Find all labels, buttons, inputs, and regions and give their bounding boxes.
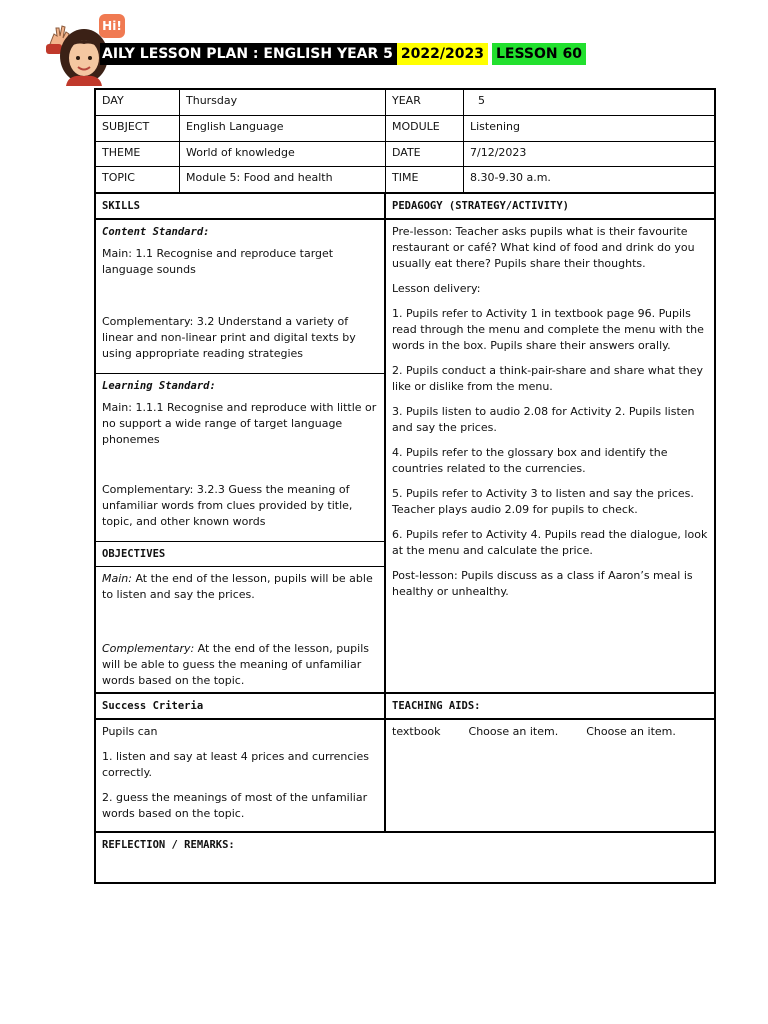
module-label: MODULE [392, 120, 440, 133]
pedagogy-step: Pre-lesson: Teacher asks pupils what is their favourite restaurant or café? What kind of food and drink do you usually eat there? Pupils share their thoughts. [392, 225, 695, 270]
objective-main [102, 571, 378, 603]
teaching-aids-heading: TEACHING AIDS: [392, 700, 481, 712]
objective-main-text: At the end of the lesson, pupils will be able to listen and say the prices. [102, 572, 373, 601]
objectives-cell [96, 568, 384, 692]
teaching-aids-cell [386, 721, 714, 745]
learning-standard-complementary: Complementary: 3.2.3 Guess the meaning of unfamiliar words from clues provided by title, topic, and other known words [102, 483, 353, 528]
hi-speech-badge: Hi! [99, 14, 125, 38]
lesson-number: LESSON 60 [492, 43, 586, 65]
learning-standard-cell [96, 375, 384, 540]
success-item: 1. listen and say at least 4 prices and currencies correctly. [102, 750, 369, 779]
time-label: TIME [392, 171, 419, 184]
objective-main-label: Main: [102, 572, 132, 585]
lesson-plan-header [100, 43, 586, 65]
objective-complementary [102, 641, 378, 689]
lesson-plan-table [94, 88, 716, 884]
theme-label: THEME [102, 146, 141, 159]
pedagogy-step: 3. Pupils listen to audio 2.08 for Activity 2. Pupils listen and say the prices. [392, 405, 695, 434]
pedagogy-step: 4. Pupils refer to the glossary box and identify the countries related to the currencies. [392, 446, 668, 475]
year-value: 5 [478, 94, 485, 107]
pedagogy-step: 1. Pupils refer to Activity 1 in textbook page 96. Pupils read through the menu and complete the menu with the words in the box. Pupils share their answers orally. [392, 307, 704, 352]
time-value: 8.30-9.30 a.m. [470, 171, 551, 184]
day-value: Thursday [186, 94, 238, 107]
pedagogy-step: Lesson delivery: [392, 282, 481, 295]
document-title: AILY LESSON PLAN : ENGLISH YEAR 5 [100, 43, 397, 65]
year-label: YEAR [392, 94, 421, 107]
pedagogy-cell [386, 221, 714, 691]
success-criteria-cell [96, 721, 384, 831]
learning-standard-main: Main: 1.1.1 Recognise and reproduce with little or no support a wide range of target language phonemes [102, 401, 377, 446]
success-criteria-heading: Success Criteria [102, 700, 204, 712]
topic-value: Module 5: Food and health [186, 171, 333, 184]
objectives-heading: OBJECTIVES [102, 548, 166, 560]
skills-heading: SKILLS [102, 200, 140, 212]
teaching-aid-choose-item-1[interactable]: Choose an item. [468, 725, 559, 738]
pedagogy-step: Post-lesson: Pupils discuss as a class if Aaron’s meal is healthy or unhealthy. [392, 569, 693, 598]
module-value: Listening [470, 120, 520, 133]
objective-comp-text: At the end of the lesson, pupils will be able to guess the meaning of unfamiliar words based on the topic. [102, 642, 370, 687]
date-label: DATE [392, 146, 421, 159]
pedagogy-step: 6. Pupils refer to Activity 4. Pupils read the dialogue, look at the menu and calculate the price. [392, 528, 708, 557]
success-intro: Pupils can [102, 725, 158, 738]
subject-label: SUBJECT [102, 120, 150, 133]
academic-year: 2022/2023 [397, 43, 488, 65]
objective-comp-label: Complementary: [102, 642, 195, 655]
teaching-aid-textbook: textbook [392, 725, 441, 738]
topic-label: TOPIC [102, 171, 135, 184]
content-standard-cell [96, 221, 384, 371]
pedagogy-heading: PEDAGOGY (STRATEGY/ACTIVITY) [392, 200, 570, 212]
reflection-heading: REFLECTION / REMARKS: [102, 839, 235, 851]
pedagogy-step: 5. Pupils refer to Activity 3 to listen and say the prices. Teacher plays audio 2.09 for pupils to check. [392, 487, 694, 516]
content-standard-complementary: Complementary: 3.2 Understand a variety of linear and non-linear print and digital texts by using appropriate reading strategies [102, 315, 356, 360]
success-item: 2. guess the meanings of most of the unfamiliar words based on the topic. [102, 791, 368, 820]
day-label: DAY [102, 94, 124, 107]
teaching-aid-choose-item-2[interactable]: Choose an item. [586, 725, 676, 738]
content-standard-label: Content Standard: [102, 226, 210, 238]
subject-value: English Language [186, 120, 284, 133]
theme-value: World of knowledge [186, 146, 295, 159]
pedagogy-step: 2. Pupils conduct a think-pair-share and share what they like or dislike from the menu. [392, 364, 703, 393]
learning-standard-label: Learning Standard: [102, 380, 216, 392]
date-value: 7/12/2023 [470, 146, 527, 159]
content-standard-main: Main: 1.1 Recognise and reproduce target language sounds [102, 247, 334, 276]
